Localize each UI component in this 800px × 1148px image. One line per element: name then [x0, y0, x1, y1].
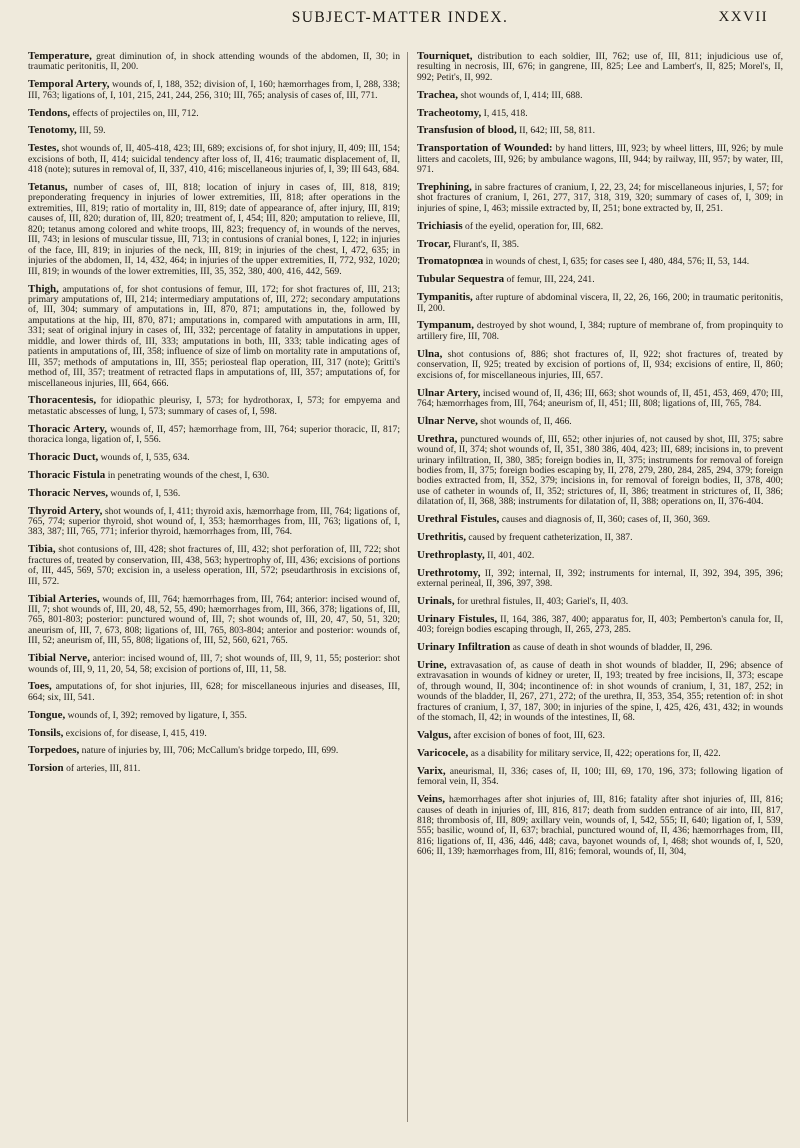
entry-headword: Ulnar Nerve,: [417, 414, 478, 427]
index-entry: [417, 221, 783, 232]
index-entry: [28, 763, 400, 774]
entry-references: shot wounds of, I, 414; III, 688.: [458, 89, 583, 101]
index-entry: [417, 514, 783, 525]
entry-headword: Varicocele,: [417, 746, 469, 759]
index-entry: [417, 274, 783, 285]
entry-references: II, 164, 386, 387, 400; apparatus for, II, 403; Pemberton's canula for, II, 403; foreign bodies escaping through, II, 265, 273, 285.: [417, 613, 783, 636]
entry-headword: Tympanitis,: [417, 291, 473, 304]
entry-headword: Urethra,: [417, 432, 458, 445]
index-entry: [417, 766, 783, 788]
entry-references: of the eyelid, operation for, III, 682.: [462, 220, 604, 232]
entry-references: II, 392; internal, II, 392; instruments for internal, II, 392, 394, 395, 396; external perineal, II, 396, 397, 398.: [417, 567, 783, 590]
entry-references: wounds of, I, 536.: [108, 487, 181, 499]
entry-headword: Tetanus,: [28, 181, 68, 194]
index-entry: [417, 108, 783, 119]
entry-headword: Temporal Artery,: [28, 78, 110, 91]
entry-headword: Tongue,: [28, 708, 66, 721]
entry-references: distribution to each soldier, III, 762; use of, III, 811; injudicious use of, resulting in necrosis, III, 676; in gangrene, III, 825; Lee and Lambert's, II, 825; Morel's, II, 992; Petit's, II, 992.: [417, 51, 783, 83]
entry-references: hæmorrhages after shot injuries of, III, 816; fatality after shot injuries of, III, 816; causes of death in injuries of, III, 816, 817; death from sudden entrance of air into, III, 817, 818; thrombosis of, III, 809; axillary vein, wounds of, I, 542, 555; II, 640; ligation of, I, 539, 555; basilic, wound of, II, 637; brachial, punctured wound of, II, 436; hæmorrhages from, III, 816; ligations of, II, 436, 446, 448; cava, bayonet wounds of, I, 468; shot wounds of, I, 520, 606; II, 139; hæmorrhages from, III, 816; femoral, wounds of, II, 304,: [417, 794, 783, 858]
entry-references: shot contusions of, 886; shot fractures of, II, 922; shot fractures of, treated by conservation, II, 925; treated by excision of portions of, II, 934; excisions of entire, II, 860; excisions of, for miscellaneous injuries, III, 657.: [417, 348, 783, 381]
entry-references: amputations of, for shot contusions of femur, III, 172; for shot fractures of, III, 213; primary amputations of, III, 214; intermediary amputations of, III, 272; secondary amputations of, III, 304; summary of amputations in, III, 870, 871; amputations in, the, followed by amputations at the hip, III, 870, 871; amputations in, compared with amputations in arm, III, 331; seat of original injury in cases of, III, 332; percentage of fatality in amputations in upper, middle, and lower thirds of, III, 333; amputations in both, III, 333; table indicating ages of patients in amputations of, III, 358; influence of size of limb on mortality rate in amputations of, III, 357; methods of amputations in, III, 355; periosteal flap operation, III, 317 (note); Gritti's method of, III, 357; treatment of retracted flaps in amputations of, III, 357; amputations of, for miscellaneous injuries, III, 664, 666.: [28, 283, 400, 389]
entry-headword: Urinals,: [417, 595, 455, 608]
page-header: [0, 0, 800, 32]
entry-references: incised wound of, II, 436; III, 663; shot wounds of, II, 451, 453, 469, 470; III, 764; hæmorrhages from, III, 764; aneurism of, II, 451; III, 808; ligations of, III, 765, 784.: [417, 387, 783, 409]
entry-headword: Urethrotomy,: [417, 566, 481, 579]
index-entry: [28, 424, 400, 446]
entry-references: destroyed by shot wound, I, 384; rupture of membrane of, from propinquity to artillery fire, III, 708.: [417, 320, 783, 342]
entry-references: after rupture of abdominal viscera, II, 22, 26, 166, 200; in traumatic peritonitis, II, 200.: [417, 292, 783, 314]
index-entry: [417, 794, 783, 858]
entry-references: shot wounds of, II, 405-418, 423; III, 689; excisions of, for shot injury, II, 409; III, 154; excisions of both, II, 414; suicidal tendency after loss of, II, 416; traumatic displacement of, II, 418 (note); sutures in removal of, II, 337, 410, 416; miscellaneous injuries of, I, 39; III 643, 684.: [28, 143, 400, 176]
entry-references: nature of injuries by, III, 706; McCallum's bridge torpedo, III, 699.: [79, 745, 339, 757]
entry-headword: Trichiasis: [417, 219, 463, 232]
entry-references: I, 415, 418.: [481, 107, 528, 119]
index-entry: [417, 320, 783, 342]
entry-references: wounds of, I, 535, 634.: [98, 452, 190, 464]
entry-references: great diminution of, in shock attending wounds of the abdomen, II, 30; in traumatic peritonitis, II, 200.: [28, 51, 400, 73]
entry-references: after excision of bones of foot, III, 623.: [451, 730, 605, 742]
index-entry: [417, 143, 783, 175]
index-entry: [417, 239, 783, 250]
entry-headword: Tibia,: [28, 543, 56, 556]
index-entry: [28, 79, 400, 101]
index-entry: [417, 730, 783, 741]
entry-references: effects of projectiles on, III, 712.: [70, 107, 199, 119]
index-entry: [28, 108, 400, 119]
index-entry: [28, 452, 400, 463]
index-entry: [417, 568, 783, 590]
index-entry: [417, 748, 783, 759]
index-entry: [417, 614, 783, 636]
entry-references: shot wounds of, I, 411; thyroid axis, hæmorrhage from, III, 764; ligations of, 765, 774; superior thyroid, shot wound of, I, 353; hæmorrhages from, III, 763; ligations of, I, 383, 387; III, 765, 771; inferior thyroid, hæmorrhages from, III, 764.: [28, 505, 400, 538]
index-entry: [28, 653, 400, 675]
entry-references: wounds of, III, 764; hæmorrhages from, III, 764; anterior: incised wound of, III, 7; shot wounds of, III, 20, 48, 52, 55, 490; hæmorrhages from, III, 366, 378; ligations of, III, 765, 801-803; posterior: punctured wound of, III, 7; shot wounds of, III, 20, 47, 50, 51, 320; aneurism of, III, 7, 673, 808; ligations of, III, 765, 803-804; anterior and posterior: wounds of, III, 52; aneurism of, III, 55, 808; ligations of, III, 52, 560, 621, 765.: [28, 593, 400, 647]
index-entry: [417, 256, 783, 267]
left-column: [28, 51, 400, 1138]
entry-references: as a disability for military service, II, 422; operations for, II, 422.: [468, 747, 721, 759]
entry-headword: Toes,: [28, 680, 52, 693]
index-entry: [28, 395, 400, 417]
column-divider: [407, 52, 408, 1122]
entry-references: in sabre fractures of cranium, I, 22, 23, 24; for miscellaneous injuries, I, 57; for shot fractures of cranium, I, 261, 277, 317, 318, 319, 320; summary of cases of, I, 309; in injuries of spine, I, 463; missile extracted by, II, 251; bone extracted by, II, 251.: [417, 182, 783, 214]
entry-headword: Thoracentesis,: [28, 394, 97, 407]
entry-references: caused by frequent catheterization, II, 387.: [465, 532, 633, 544]
entry-headword: Thigh,: [28, 282, 59, 295]
entry-references: in penetrating wounds of the chest, I, 630.: [105, 469, 270, 481]
index-entry: [417, 349, 783, 381]
entry-references: wounds of, II, 457; hæmorrhage from, III, 764; superior thoracic, II, 817; thoracica longa, ligation of, I, 556.: [28, 423, 400, 446]
index-entry: [28, 143, 400, 175]
entry-headword: Trachea,: [417, 88, 459, 101]
entry-references: punctured wounds of, III, 652; other injuries of, not caused by shot, III, 375; sabre wound of, II, 374; shot wounds of, II, 351, 380 386, 404, 423; III, 689; incisions in, to prevent urinary infiltration, II, 380, 385; foreign bodies in, II, 375; instruments for removal of foreign bodies from, II, 375; foreign bodies escaping by, II, 278, 279, 280, 284, 285, 294, 379; foreign bodies extracted from, II, 352, 379; incisions in, for removal of foreign bodies, II, 378, 400; use of catheter in wounds of, II, 352; strictures of, II, 386; treatment in strictures of, II, 386; dilatation of, II, 368, 388; instruments for dilatation of, II, 388; operations on, II, 376-404.: [417, 433, 783, 508]
index-entry: [417, 416, 783, 427]
entry-headword: Ulnar Artery,: [417, 386, 481, 399]
index-entry: [417, 434, 783, 508]
index-entry: [417, 532, 783, 543]
index-entry: [28, 51, 400, 73]
entry-headword: Veins,: [417, 793, 446, 806]
entry-headword: Urethritis,: [417, 531, 466, 544]
entry-references: as cause of death in shot wounds of bladder, II, 296.: [510, 642, 713, 654]
entry-headword: Urine,: [417, 659, 447, 672]
entry-references: anterior: incised wound of, III, 7; shot wounds of, III, 9, 11, 55; posterior: shot wounds of, III, 9, 11, 20, 54, 58; excision of portions of, III, 11, 58.: [28, 653, 401, 675]
entry-headword: Thoracic Duct,: [28, 451, 99, 464]
entry-headword: Tibial Arteries,: [28, 592, 100, 605]
entry-headword: Trocar,: [417, 237, 451, 250]
entry-references: for idiopathic pleurisy, I, 573; for hydrothorax, I, 573; for empyema and metastatic abscesses of lung, I, 573; summary of cases of, I, 598.: [28, 395, 400, 417]
entry-references: number of cases of, III, 818; location of injury in cases of, III, 818, 819; preponderating frequency in injuries of lower extremities, III, 818; after operations in the extremities, III, 819; ratio of mortality in, III, 819; date of appearance of, after injury, III, 819; causes of, III, 820; duration of, III, 820; treatment of, I, 454; III, 820; amputation to relieve, III, 820; tetanus among colored and white troops, III, 823; frequency of, in wounds of the nerves, III, 743; in lesions of muscular tissue, III, 713; in contusions of cranial bones, I, 122; in injuries of the face, III, 819; in injuries of the neck, III, 819; in injuries of the chest, I, 472, 635; in injuries of the abdomen, II, 14, 432, 464; in injuries of the upper extremities, II, 772, 932, 1020; III, 819; in wounds of the lower extremities, III, 35, 352, 380, 400, 416, 442, 569.: [28, 182, 400, 277]
entry-headword: Tromatopnœa: [417, 255, 484, 268]
entry-headword: Tubular Sequestra: [417, 273, 505, 286]
entry-headword: Torsion: [28, 762, 64, 775]
page-number: XXVII: [718, 9, 768, 25]
index-entry: [28, 728, 400, 739]
entry-references: for urethral fistules, II, 403; Gariel's, II, 403.: [454, 596, 629, 608]
entry-headword: Valgus,: [417, 729, 452, 742]
entry-references: shot wounds of, II, 466.: [477, 415, 572, 427]
running-title: SUBJECT-MATTER INDEX.: [291, 9, 509, 26]
index-entry: [28, 544, 400, 587]
entry-headword: Torpedoes,: [28, 744, 80, 757]
entry-references: causes and diagnosis of, II, 360; cases of, II, 360, 369.: [499, 514, 711, 526]
entry-headword: Testes,: [28, 142, 60, 155]
entry-references: wounds of, I, 188, 352; division of, I, 160; hæmorrhages from, I, 288, 338; III, 763; ligations of, I, 101, 215, 241, 244, 256, 310; III, 765; analysis of cases of, III, 771.: [28, 79, 400, 101]
entry-headword: Tendons,: [28, 106, 71, 119]
index-entry: [28, 710, 400, 721]
entry-headword: Trephining,: [417, 181, 472, 194]
entry-headword: Tibial Nerve,: [28, 652, 90, 665]
index-entry: [417, 90, 783, 101]
right-column: [417, 51, 783, 1138]
entry-references: of femur, III, 224, 241.: [504, 274, 595, 286]
index-entry: [28, 681, 400, 703]
entry-headword: Varix,: [417, 764, 446, 777]
entry-headword: Thoracic Nerves,: [28, 486, 109, 499]
entry-headword: Ulna,: [417, 347, 443, 360]
entry-references: III, 59.: [76, 125, 106, 137]
index-entry: [417, 550, 783, 561]
entry-references: excisions of, for disease, I, 415, 419.: [63, 727, 207, 739]
entry-headword: Urethral Fistules,: [417, 513, 500, 526]
entry-references: II, 642; III, 58, 811.: [516, 125, 595, 137]
index-entry: [28, 594, 400, 647]
entry-headword: Transportation of Wounded:: [417, 142, 553, 155]
index-entry: [28, 125, 400, 136]
entry-references: Flurant's, II, 385.: [450, 238, 520, 250]
entry-references: shot contusions of, III, 428; shot fractures of, III, 432; shot perforation of, III, 722; shot fractures of, treated by conservation, III, 438, 563; hypertrophy of, III, 436; excisions of portions of, III, 445, 569, 570; excision in, a useless operation, III, 572; pseudarthrosis in excisions of, III, 572.: [28, 544, 400, 587]
entry-references: extravasation of, as cause of death in shot wounds of bladder, II, 296; absence of extravasation in wounds of kidney or ureter, II, 193; treated by free incisions, II, 373; escape of, through wound, II, 304; incontinence of: in shot wounds of cranium, I, 31, 187, 252; in wounds of the bladder, II, 267, 271, 272; of the urethra, II, 353, 354, 355; retention of: in shot fractures of cranium, I, 37, 187, 300; in injuries of the spine, I, 425, 426, 431, 432; in wounds of the stomach, II, 42; in wounds of the intestines, II, 68.: [417, 660, 783, 724]
entry-headword: Tenotomy,: [28, 124, 77, 137]
entry-references: in wounds of chest, I, 635; for cases see I, 480, 484, 576; II, 53, 144.: [483, 256, 750, 268]
entry-headword: Thoracic Fistula: [28, 468, 106, 481]
entry-headword: Tourniquet,: [417, 50, 473, 62]
entry-headword: Tympanum,: [417, 319, 474, 332]
index-entry: [28, 506, 400, 538]
index-entry: [417, 182, 783, 214]
entry-headword: Urinary Infiltration: [417, 641, 511, 654]
entry-headword: Urethroplasty,: [417, 548, 485, 561]
index-entry: [417, 596, 783, 607]
entry-references: wounds of, I, 392; removed by ligature, I, 355.: [65, 709, 247, 721]
index-entry: [28, 745, 400, 756]
entry-headword: Transfusion of blood,: [417, 124, 517, 137]
entry-headword: Thyroid Artery,: [28, 504, 103, 517]
entry-headword: Urinary Fistules,: [417, 612, 498, 625]
entry-references: of arteries, III, 811.: [63, 763, 141, 775]
index-entry: [417, 125, 783, 136]
entry-references: II, 401, 402.: [484, 549, 535, 561]
entry-headword: Temperature,: [28, 50, 92, 62]
index-entry: [417, 51, 783, 83]
entry-headword: Tonsils,: [28, 726, 64, 739]
index-entry: [28, 470, 400, 481]
index-entry: [417, 660, 783, 724]
entry-references: by hand litters, III, 923; by wheel litters, III, 926; by mule litters and cacolets, III, 926; by ambulance wagons, III, 944; by railway, III, 957; by water, III, 971.: [417, 143, 783, 176]
index-entry: [417, 292, 783, 314]
entry-headword: Tracheotomy,: [417, 106, 482, 119]
index-entry: [417, 642, 783, 653]
index-entry: [28, 284, 400, 390]
index-entry: [417, 388, 783, 410]
index-entry: [28, 182, 400, 277]
index-entry: [28, 488, 400, 499]
entry-headword: Thoracic Artery,: [28, 422, 107, 435]
entry-references: amputations of, for shot injuries, III, 628; for miscellaneous injuries and diseases, III, 664; six, III, 541.: [28, 681, 400, 703]
entry-references: aneurismal, II, 336; cases of, II, 100; III, 69, 170, 196, 373; following ligation of femoral vein, II, 354.: [417, 765, 783, 788]
